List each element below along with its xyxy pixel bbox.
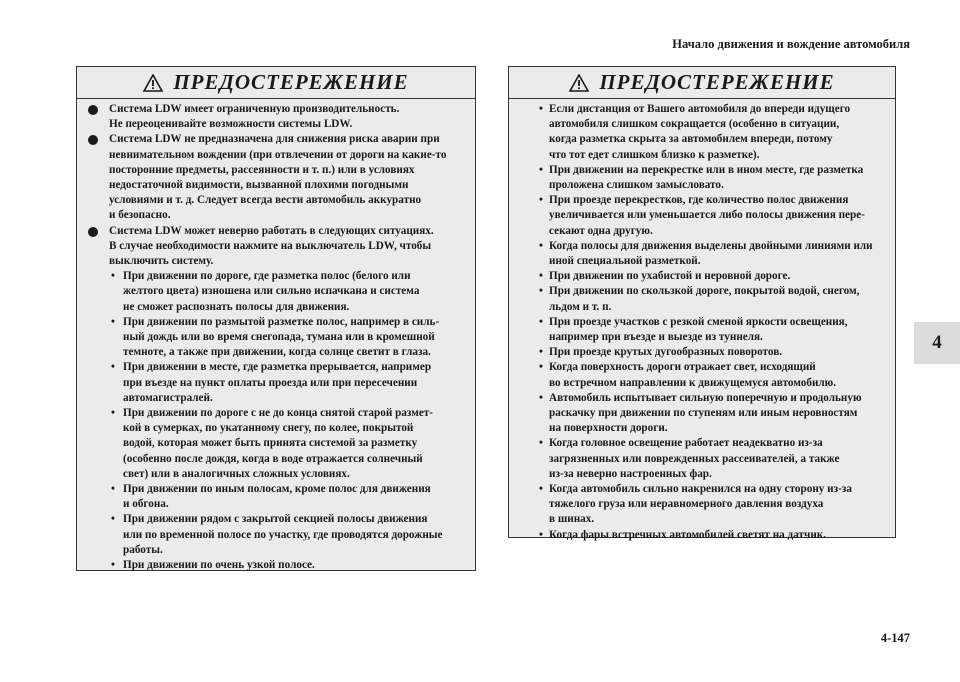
text-line: Если дистанция от Вашего автомобиля до впереди идущего bbox=[549, 103, 851, 115]
text-line: когда разметка скрыта за автомобилем впереди, потому bbox=[549, 133, 833, 146]
warning-box-right bbox=[508, 66, 896, 541]
text-line: проложена слишком замысловато. bbox=[549, 179, 724, 192]
text-line: льдом и т. п. bbox=[549, 300, 612, 313]
text-line: При движении по дороге с не до конца снятой старой размет- bbox=[123, 407, 434, 420]
text-line: При движении по дороге, где разметка полос (белого или bbox=[123, 270, 411, 283]
warning-subitem bbox=[517, 284, 887, 314]
bullet-dot-icon bbox=[88, 227, 98, 237]
text-line: Когда фары встречных автомобилей светят на датчик. bbox=[549, 528, 827, 541]
bullet-icon: • bbox=[111, 513, 115, 526]
bullet-icon: • bbox=[539, 194, 543, 207]
warning-subitem bbox=[517, 239, 887, 269]
text-line: ный дождь или во время снегопада, тумана или в кромешной bbox=[123, 331, 435, 344]
warning-subitem bbox=[517, 360, 887, 390]
bullet-icon: • bbox=[539, 391, 543, 404]
bullet-icon: • bbox=[539, 239, 543, 252]
warning-title: ПРЕДОСТЕРЕЖЕНИЕ bbox=[173, 70, 409, 94]
warning-subitem bbox=[85, 269, 467, 315]
warning-subitem bbox=[85, 406, 467, 482]
text-line: из-за неверно настроенных фар. bbox=[549, 467, 712, 480]
warning-subitem bbox=[517, 482, 887, 528]
warning-subitem bbox=[517, 102, 887, 163]
warning-subitem bbox=[517, 391, 887, 437]
text-line: При движении рядом с закрытой секцией полосы движения bbox=[123, 513, 428, 526]
warning-subitem bbox=[517, 528, 887, 543]
page-header: Начало движения и вождение автомобиля bbox=[672, 37, 910, 51]
text-line: иной специальной разметкой. bbox=[549, 255, 701, 268]
text-line: При движении по ухабистой и неровной дороге. bbox=[549, 270, 791, 283]
text-line: свет) или в аналогичных сложных условиях. bbox=[123, 467, 350, 480]
warning-subitem bbox=[85, 315, 467, 361]
warning-item bbox=[85, 132, 467, 223]
bullet-icon: • bbox=[111, 483, 115, 496]
text-line: автомобиля слишком сокращается (особенно в ситуации, bbox=[549, 118, 840, 131]
warning-item bbox=[85, 224, 467, 270]
warning-title: ПРЕДОСТЕРЕЖЕНИЕ bbox=[599, 70, 835, 94]
warning-subitem bbox=[85, 558, 467, 573]
bullet-icon: • bbox=[539, 285, 543, 298]
warning-subitem bbox=[85, 360, 467, 406]
warning-body bbox=[77, 99, 475, 573]
bullet-icon: • bbox=[111, 407, 115, 420]
warning-header bbox=[509, 67, 895, 99]
bullet-icon: • bbox=[539, 103, 543, 115]
bullet-icon: • bbox=[111, 361, 115, 374]
text-line: При движении на перекрестке или в ином месте, где разметка bbox=[549, 163, 864, 176]
text-line: желтого цвета) изношена или сильно испачкана и система bbox=[123, 285, 420, 298]
text-line: При движении по очень узкой полосе. bbox=[123, 559, 315, 572]
text-line: темноте, а также при движении, когда солнце светит в глаза. bbox=[123, 346, 431, 359]
text-line: или по временной полосе по участку, где проводятся дорожные bbox=[123, 528, 443, 541]
text-line: Когда поверхность дороги отражает свет, исходящий bbox=[549, 361, 816, 374]
text-line: загрязненных или поврежденных рассеивателей, а также bbox=[549, 452, 840, 465]
text-line: Не переоценивайте возможности системы LDW. bbox=[109, 118, 353, 131]
text-line: в шинах. bbox=[549, 513, 595, 526]
text-line: водой, которая может быть принята системой за разметку bbox=[123, 437, 418, 450]
text-line: увеличивается или уменьшается либо полосы движения пере- bbox=[549, 209, 865, 222]
text-line: выключить систему. bbox=[109, 255, 214, 268]
text-line: недостаточной видимости, вызванной плохими погодными bbox=[109, 179, 409, 192]
text-line: автомагистралей. bbox=[123, 391, 213, 404]
text-line: во встречном направлении к движущемуся автомобилю. bbox=[549, 376, 837, 389]
bullet-dot-icon bbox=[88, 135, 98, 145]
text-line: Система LDW имеет ограниченную производительность. bbox=[109, 103, 400, 115]
warning-header bbox=[77, 67, 475, 99]
text-line: При проезде участков с резкой сменой яркости освещения, bbox=[549, 315, 848, 328]
bullet-dot-icon bbox=[88, 105, 98, 115]
bullet-icon: • bbox=[111, 270, 115, 283]
text-line: на поверхности дороги. bbox=[549, 422, 668, 435]
warning-subitem bbox=[85, 482, 467, 512]
bullet-icon: • bbox=[539, 361, 543, 374]
text-line: Когда головное освещение работает неадекватно из-за bbox=[549, 437, 823, 450]
text-line: невнимательном вождении (при отвлечении от дороги на какие-то bbox=[109, 148, 447, 161]
warning-subitem bbox=[517, 436, 887, 482]
text-line: При движении в месте, где разметка прерывается, например bbox=[123, 361, 432, 374]
bullet-icon: • bbox=[539, 483, 543, 496]
warning-subitem bbox=[517, 193, 887, 239]
text-line: При проезде крутых дугообразных поворотов. bbox=[549, 346, 783, 359]
text-line: посторонние предметы, рассеянности и т. п.) или в условиях bbox=[109, 163, 415, 176]
bullet-icon: • bbox=[539, 163, 543, 176]
text-line: при въезде на пункт оплаты проезда или при пересечении bbox=[123, 376, 418, 389]
text-line: Система LDW не предназначена для снижения риска аварии при bbox=[109, 133, 440, 146]
bullet-icon: • bbox=[539, 270, 543, 283]
text-line: Когда полосы для движения выделены двойными линиями или bbox=[549, 239, 873, 252]
text-line: секают одна другую. bbox=[549, 224, 653, 237]
warning-subitem bbox=[85, 512, 467, 558]
text-line: При движении по скользкой дороге, покрытой водой, снегом, bbox=[549, 285, 860, 298]
text-line: В случае необходимости нажмите на выключатель LDW, чтобы bbox=[109, 239, 432, 252]
text-line: тяжелого груза или неравномерного давления воздуха bbox=[549, 498, 824, 511]
bullet-icon: • bbox=[539, 437, 543, 450]
warning-body bbox=[509, 99, 895, 543]
warning-box-left bbox=[76, 66, 476, 571]
text-line: что тот едет слишком близко к разметке). bbox=[549, 148, 760, 161]
text-line: (особенно после дождя, когда в воде отражается солнечный bbox=[123, 452, 423, 465]
text-line: Система LDW может неверно работать в следующих ситуациях. bbox=[109, 224, 434, 237]
warning-subitem bbox=[517, 315, 887, 345]
text-line: например при въезде и выезде из туннеля. bbox=[549, 331, 763, 344]
bullet-icon: • bbox=[539, 315, 543, 328]
text-line: не сможет распознать полосы для движения. bbox=[123, 300, 350, 313]
warning-triangle-icon bbox=[143, 74, 163, 92]
warning-subitem bbox=[517, 163, 887, 193]
text-line: кой в сумерках, по укатанному снегу, по колее, покрытой bbox=[123, 422, 414, 435]
text-line: Когда автомобиль сильно накренился на одну сторону из-за bbox=[549, 483, 852, 496]
text-line: и обгона. bbox=[123, 498, 169, 511]
warning-triangle-icon bbox=[569, 74, 589, 92]
text-line: условиями и т. д. Следует всегда вести автомобиль аккуратно bbox=[109, 194, 422, 207]
text-line: работы. bbox=[123, 543, 163, 556]
text-line: Автомобиль испытывает сильную поперечную и продольную bbox=[549, 391, 862, 404]
text-line: При движении по иным полосам, кроме полос для движения bbox=[123, 483, 431, 496]
chapter-tab: 4 bbox=[914, 322, 960, 364]
bullet-icon: • bbox=[111, 559, 115, 572]
text-line: и безопасно. bbox=[109, 209, 171, 222]
bullet-icon: • bbox=[539, 528, 543, 541]
warning-subitem bbox=[517, 345, 887, 360]
bullet-icon: • bbox=[539, 346, 543, 359]
page-number: 4-147 bbox=[880, 631, 910, 645]
text-line: раскачку при движении по ступеням или иным неровностям bbox=[549, 407, 858, 420]
warning-subitem bbox=[517, 269, 887, 284]
warning-item bbox=[85, 102, 467, 132]
text-line: При проезде перекрестков, где количество полос движения bbox=[549, 194, 849, 207]
text-line: При движении по размытой разметке полос, например в силь- bbox=[123, 315, 440, 328]
bullet-icon: • bbox=[111, 315, 115, 328]
